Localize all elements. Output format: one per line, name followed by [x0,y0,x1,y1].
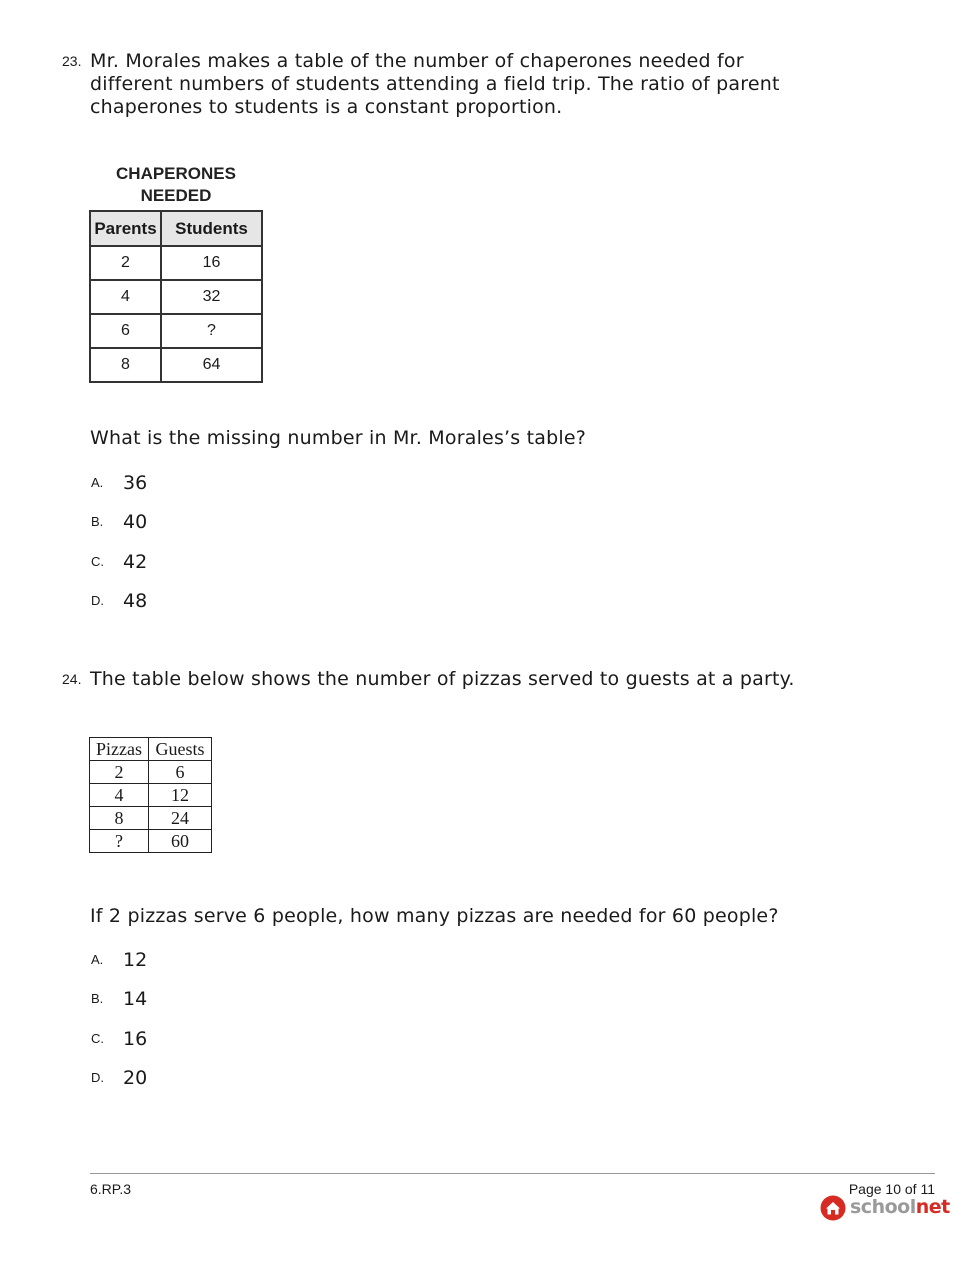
table-header-row [90,211,262,246]
question-24-prompt: If 2 pizzas serve 6 people, how many pizzas are needed for 60 people? [90,905,779,927]
table-cell: 6 [149,761,212,784]
footer-divider [90,1173,935,1174]
choice-value: 36 [123,472,148,494]
choice-letter: A. [91,952,104,967]
choice-letter: D. [91,1070,104,1085]
footer-standard: 6.RP.3 [90,1181,131,1197]
question-24-text: The table below shows the number of pizzas served to guests at a party. [90,668,795,690]
chaperones-title-line-1: CHAPERONES [116,164,236,183]
choice-value: 20 [123,1067,148,1089]
choice-letter: B. [91,991,104,1006]
table-cell: ? [90,830,149,853]
table-row [90,280,262,314]
table-cell: 4 [90,280,161,314]
table-cell: 64 [161,348,262,382]
choice-value: 16 [123,1028,148,1050]
header-guests: Guests [149,738,212,761]
table-cell: 8 [90,807,149,830]
table-row [90,348,262,382]
choice-value: 40 [123,511,148,533]
table-row [90,314,262,348]
table-cell: 32 [161,280,262,314]
table-row [90,830,212,853]
table-cell: 60 [149,830,212,853]
table-cell: 2 [90,761,149,784]
choice-letter: C. [91,554,104,569]
chaperones-title-line-2: NEEDED [140,186,212,205]
choice-letter: C. [91,1031,104,1046]
question-23-text [90,50,780,119]
table-cell: ? [161,314,262,348]
logo-text-school: school [850,1196,916,1218]
table-cell: 2 [90,246,161,280]
table-cell: 4 [90,784,149,807]
table-row [90,807,212,830]
table-row [90,761,212,784]
question-23-number: 23. [62,53,82,69]
choice-letter: B. [91,514,104,529]
chaperones-table [89,210,263,383]
question-23-line-3: chaperones to students is a constant proportion. [90,96,563,118]
choice-value: 12 [123,949,148,971]
choice-value: 42 [123,551,148,573]
logo-text-net: net [915,1196,950,1218]
table-header-row [90,738,212,761]
house-icon [820,1195,846,1221]
table-row [90,784,212,807]
header-parents: Parents [90,211,161,246]
table-cell: 24 [149,807,212,830]
table-cell: 12 [149,784,212,807]
question-23-prompt: What is the missing number in Mr. Morales’s table? [90,427,587,449]
table-cell: 16 [161,246,262,280]
question-24-number: 24. [62,671,82,687]
choice-letter: D. [91,593,104,608]
footer-page-number: Page 10 of 11 [848,1181,935,1197]
header-students: Students [161,211,262,246]
chaperones-table-title [90,163,262,207]
pizza-table [89,737,212,853]
logo-wordmark [850,1195,950,1219]
table-cell: 6 [90,314,161,348]
table-cell: 8 [90,348,161,382]
choice-value: 48 [123,590,148,612]
question-23-line-1: Mr. Morales makes a table of the number of chaperones needed for [90,50,744,72]
choice-letter: A. [91,475,104,490]
header-pizzas: Pizzas [90,738,149,761]
choice-value: 14 [123,988,148,1010]
table-row [90,246,262,280]
question-23-line-2: different numbers of students attending a field trip. The ratio of parent [90,73,780,95]
